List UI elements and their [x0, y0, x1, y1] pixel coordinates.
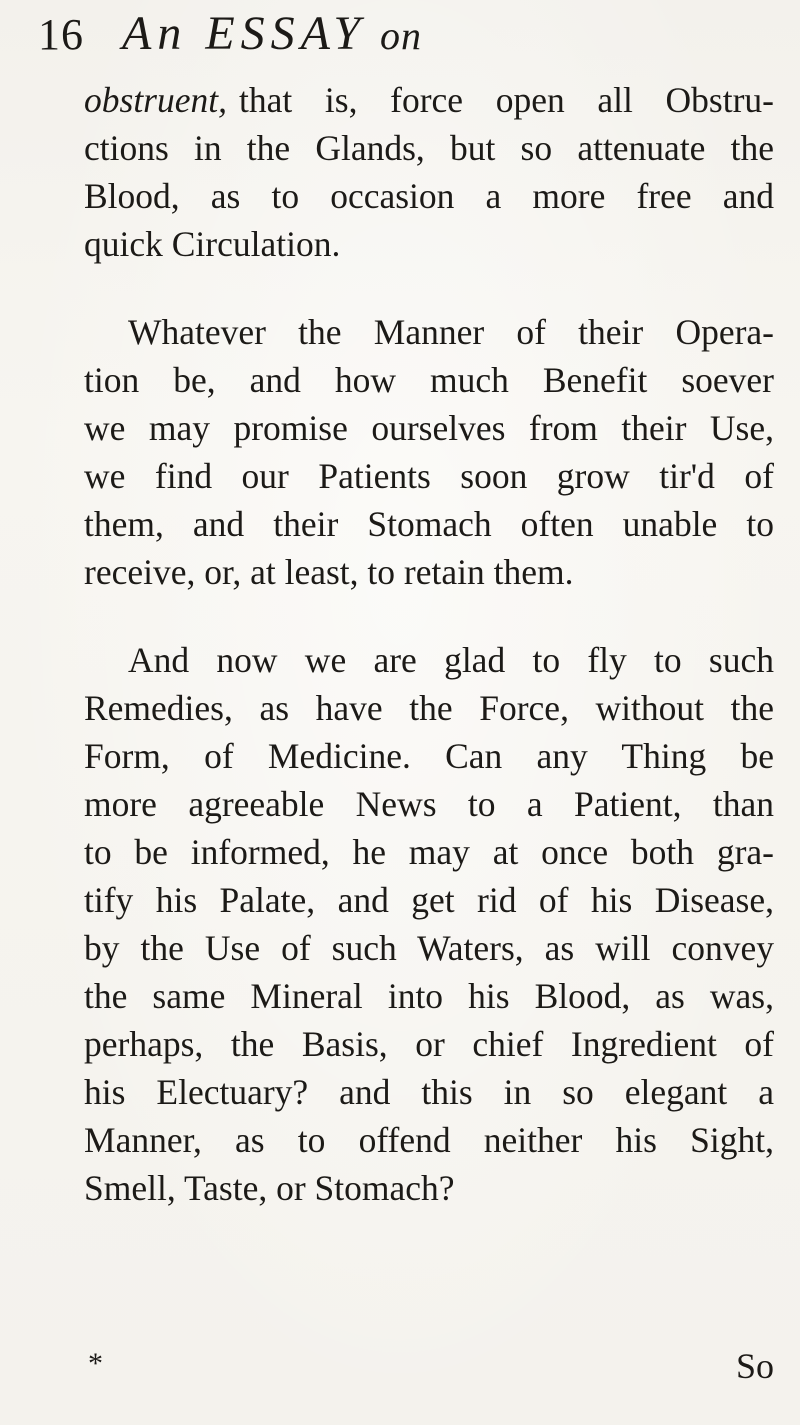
line-rest: that is, force open all Obstru-: [239, 80, 774, 120]
text-line: by the Use of such Waters, as will convey: [84, 928, 774, 968]
text-line: perhaps, the Basis, or chief Ingredient of: [84, 1024, 774, 1064]
text-line: quick Circulation.: [84, 224, 341, 264]
body-text: [84, 76, 774, 1212]
running-title-word: on: [380, 13, 423, 58]
text-line: Smell, Taste, or Stomach?: [84, 1168, 455, 1208]
text-line: Remedies, as have the Force, without the: [84, 688, 774, 728]
paragraph-2: [84, 308, 774, 596]
text-line: tify his Palate, and get rid of his Disease,: [84, 880, 774, 920]
text-line: his Electuary? and this in so elegant a: [84, 1072, 774, 1112]
text-line: Whatever the Manner of their Opera-: [128, 312, 774, 352]
catchword: So: [735, 1346, 774, 1386]
text-line: And now we are glad to fly to such: [128, 640, 774, 680]
text-line: them, and their Stomach often unable to: [84, 504, 774, 544]
text-line: receive, or, at least, to retain them.: [84, 552, 574, 592]
page-number: 16: [38, 10, 84, 59]
paragraph-1: [84, 76, 774, 268]
signature-mark: *: [88, 1347, 103, 1380]
text-line: to be informed, he may at once both gra-: [84, 832, 774, 872]
text-line: Manner, as to offend neither his Sight,: [84, 1120, 774, 1160]
running-title-main: An ESSAY: [122, 7, 367, 60]
page-footer: [84, 1345, 774, 1401]
text-line: we may promise ourselves from their Use,: [84, 408, 774, 448]
text-line: Form, of Medicine. Can any Thing be: [84, 736, 774, 776]
text-line: [84, 76, 774, 124]
paragraph-gap: [84, 596, 774, 636]
running-title: [122, 6, 422, 61]
page-header: [38, 6, 422, 70]
italic-word: obstruent,: [84, 80, 227, 120]
text-line: more agreeable News to a Patient, than: [84, 784, 774, 824]
text-line: we find our Patients soon grow tir'd of: [84, 456, 774, 496]
paragraph-3: [84, 636, 774, 1212]
paragraph-gap: [84, 268, 774, 308]
text-line: Blood, as to occasion a more free and: [84, 176, 774, 216]
text-line: tion be, and how much Benefit soever: [84, 360, 774, 400]
text-line: the same Mineral into his Blood, as was,: [84, 976, 774, 1016]
text-line: ctions in the Glands, but so attenuate the: [84, 128, 774, 168]
